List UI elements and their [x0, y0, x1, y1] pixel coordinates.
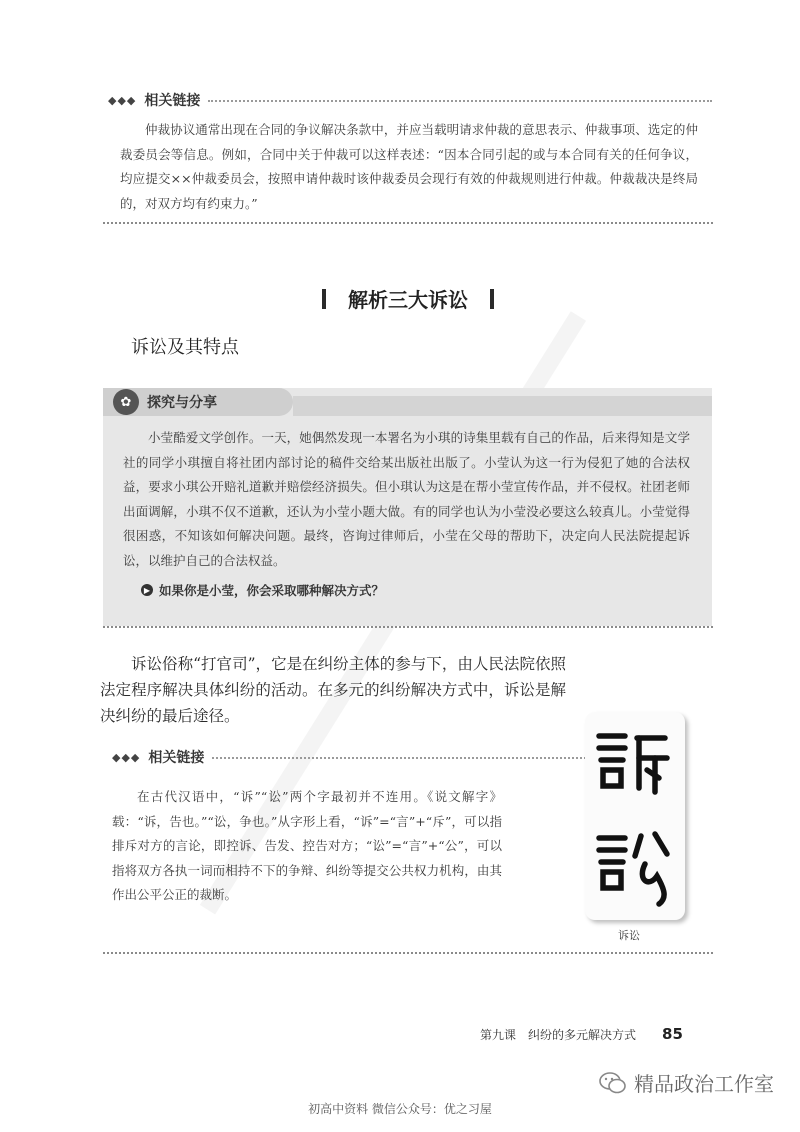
subsection-title: 诉讼及其特点: [131, 337, 239, 358]
section-title: 解析三大诉讼: [348, 288, 468, 312]
diamond-bullet-icon: ◆◆◆: [108, 93, 137, 107]
related-link-text: 仲裁协议通常出现在合同的争议解决条款中，并应当载明请求仲裁的意思表示、仲裁事项、选定的仲裁委员会等信息。例如，合同中关于仲裁可以这样表述：“因本合同引起的或与本合同有关的任何争议，均应提交××仲裁委员会，按照申请仲裁时该仲裁委员会现行有效的仲裁规则进行仲裁。仲裁裁决是终局的，对双方均有约束力。”: [120, 122, 698, 211]
explore-question-text: 如果你是小莹，你会采取哪种解决方式？: [159, 583, 385, 598]
related-link-title: 相关链接: [144, 93, 201, 109]
related-link-text: 在古代汉语中，“诉”“讼”两个字最初并不连用。《说文解字》载：“诉，告也。”“讼，争也。”从字形上看，“诉”=“言”+“斥”，可以指排斥对方的言论，即控诉、告发、控告对方；“讼”=“言”+“公”，可以指将双方各执一词而相持不下的争辩、纠纷等提交公共权力机构，由其作出公平公正的裁断。: [112, 789, 502, 902]
page-number: 85: [662, 1025, 683, 1043]
related-link-1: [108, 90, 712, 216]
divider: [103, 952, 713, 954]
related-link-title: 相关链接: [148, 750, 205, 766]
related-link-header: [108, 90, 712, 110]
section-heading: [308, 284, 508, 313]
header-band: [293, 396, 712, 416]
footer-note: 初高中资料 微信公众号：优之习屋: [308, 1102, 492, 1116]
lesson-title: 第九课 纠纷的多元解决方式: [480, 1028, 637, 1042]
explore-question: [141, 581, 712, 599]
lesson-footer: [480, 1025, 683, 1043]
related-link-header: [112, 747, 594, 767]
studio-name: 精品政治工作室: [634, 1072, 774, 1096]
explore-share-box: [103, 388, 712, 626]
seal-script-image: [585, 712, 685, 920]
studio-badge: [598, 1068, 774, 1097]
explore-share-icon: ✿: [113, 389, 139, 415]
heading-bar-right: [490, 289, 494, 309]
main-paragraph: 诉讼俗称“打官司”，它是在纠纷主体的参与下，由人民法院依照法定程序解决具体纠纷的活动。在多元的纠纷解决方式中，诉讼是解决纠纷的最后途径。: [100, 655, 566, 725]
explore-share-title: 探究与分享: [147, 395, 217, 411]
divider: [103, 626, 713, 628]
dotted-rule: [212, 757, 594, 759]
dotted-rule: [208, 100, 712, 102]
diamond-bullet-icon: ◆◆◆: [112, 750, 141, 764]
divider: [103, 222, 713, 224]
seal-caption: 诉讼: [618, 929, 640, 942]
seal-characters-illustration: [585, 712, 685, 920]
question-arrow-icon: ▶: [141, 584, 153, 596]
wechat-icon: [598, 1070, 628, 1096]
explore-share-text: 小莹酷爱文学创作。一天，她偶然发现一本署名为小琪的诗集里载有自己的作品，后来得知是文学社的同学小琪擅自将社团内部讨论的稿件交给某出版社出版了。小莹认为这一行为侵犯了她的合法权益，要求小琪公开赔礼道歉并赔偿经济损失。但小琪认为这是在帮小莹宣传作品，并不侵权。社团老师出面调解，小琪不仅不道歉，还认为小莹小题大做。有的同学也认为小莹没必要这么较真儿。小莹觉得很困惑，不知该如何解决问题。最终，咨询过律师后，小莹在父母的帮助下，决定向人民法院提起诉讼，以维护自己的合法权益。: [123, 430, 690, 568]
heading-bar-left: [322, 289, 326, 309]
explore-share-header: [103, 388, 293, 416]
related-link-2: [112, 747, 594, 908]
